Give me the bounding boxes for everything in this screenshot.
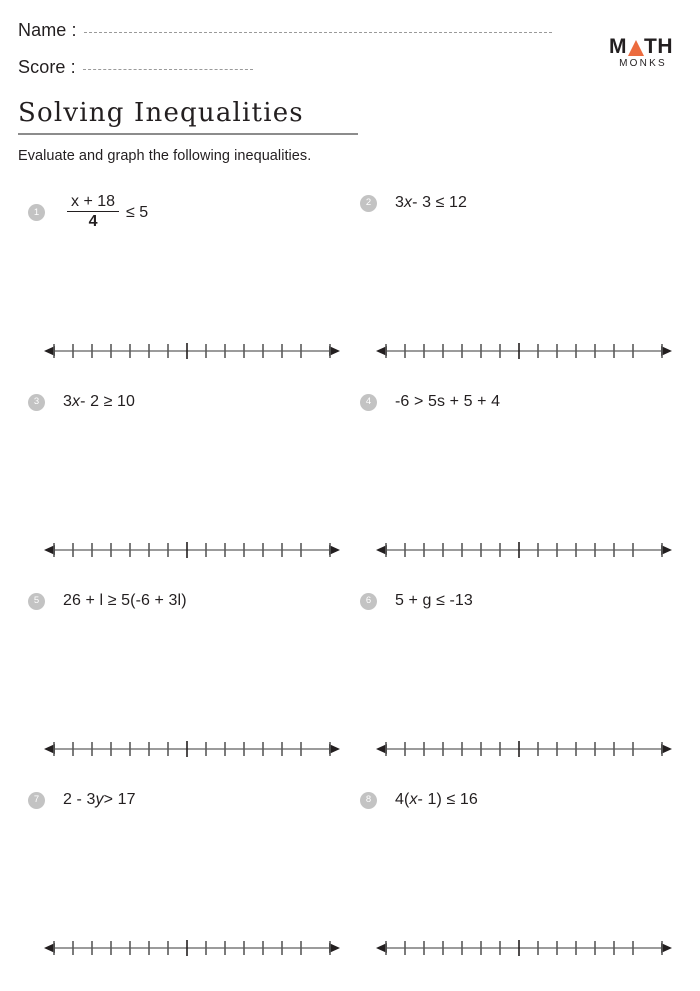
instructions-text: Evaluate and graph the following inequalities. [18, 148, 312, 164]
fraction-numerator [67, 193, 119, 211]
number-line-8[interactable] [374, 937, 674, 959]
problem-cell-3 [28, 381, 358, 580]
number-line-graphic [42, 738, 342, 760]
problem-cell-7 [28, 779, 358, 978]
problem-number-badge: 4 [360, 394, 377, 411]
problem-number-badge: 8 [360, 792, 377, 809]
number-line-graphic [42, 340, 342, 362]
problem-7-expression [63, 791, 136, 809]
numerator-rest: + 18 [79, 193, 116, 210]
score-label: Score : [18, 57, 76, 77]
problem-4-expression [395, 393, 500, 411]
number-line-4[interactable] [374, 539, 674, 561]
number-line-graphic [374, 738, 674, 760]
problem-row [0, 779, 700, 978]
problem-number-badge: 5 [28, 593, 45, 610]
expr-variable: y [95, 791, 104, 808]
number-line-7[interactable] [42, 937, 342, 959]
name-label: Name : [18, 20, 77, 40]
problem-2-header [360, 194, 467, 212]
number-line-graphic [374, 340, 674, 362]
problem-7-header [28, 791, 136, 809]
expr-prefix: 4( [395, 791, 410, 808]
problem-3-header [28, 393, 135, 411]
name-field-row [18, 20, 552, 41]
number-line-graphic [374, 937, 674, 959]
expr-prefix: 3 [63, 393, 72, 410]
expr-prefix: 3 [395, 194, 404, 211]
problem-row [0, 580, 700, 779]
expr-prefix: -6 > 5s + 5 + 4 [395, 393, 501, 410]
problem-cell-1 [28, 182, 358, 381]
problem-cell-2 [360, 182, 690, 381]
problem-3-expression [63, 393, 135, 411]
score-field-row [18, 57, 253, 78]
score-input-line[interactable] [83, 69, 253, 70]
expr-suffix: - 1) ≤ 16 [417, 791, 478, 808]
expr-prefix: 5 + g ≤ -13 [395, 592, 473, 609]
logo-wordmark [598, 36, 684, 57]
math-monks-logo [598, 36, 684, 69]
problem-number-badge: 6 [360, 593, 377, 610]
name-input-line[interactable] [84, 32, 552, 33]
problem-5-header [28, 592, 187, 610]
number-line-graphic [42, 937, 342, 959]
number-line-graphic [374, 539, 674, 561]
logo-letter-m: M [609, 35, 627, 58]
problem-cell-4 [360, 381, 690, 580]
number-line-graphic [42, 539, 342, 561]
problem-row [0, 182, 700, 381]
problem-number-badge: 2 [360, 195, 377, 212]
number-line-5[interactable] [42, 738, 342, 760]
problem-number-badge: 1 [28, 204, 45, 221]
number-line-2[interactable] [374, 340, 674, 362]
problem-5-expression [63, 592, 187, 610]
numerator-variable: x [71, 193, 79, 210]
expr-prefix: 26 + l ≥ 5(-6 + 3l) [63, 592, 187, 609]
problem-8-header [360, 791, 478, 809]
expr-suffix: > 17 [103, 791, 136, 808]
problem-6-expression [395, 592, 473, 610]
fraction [67, 193, 119, 230]
problem-4-header [360, 393, 500, 411]
problem-1-relation: ≤ 5 [126, 203, 149, 221]
logo-letters-th: TH [644, 35, 673, 58]
logo-subtext: MONKS [619, 58, 667, 69]
logo-triangle-icon [628, 40, 644, 56]
title-underline [18, 133, 358, 135]
number-line-3[interactable] [42, 539, 342, 561]
expr-variable: x [72, 393, 81, 410]
problem-number-badge: 3 [28, 394, 45, 411]
problem-cell-5 [28, 580, 358, 779]
problem-row [0, 381, 700, 580]
worksheet-header [0, 0, 700, 92]
title-block [18, 97, 418, 135]
expr-prefix: 2 - 3 [63, 791, 96, 808]
problem-cell-6 [360, 580, 690, 779]
problem-1-header [28, 194, 148, 231]
problem-cell-8 [360, 779, 690, 978]
problem-1-expression [67, 194, 148, 231]
expr-suffix: - 3 ≤ 12 [412, 194, 468, 211]
page-title: Solving Inequalities [18, 98, 304, 128]
problem-2-expression [395, 194, 467, 212]
expr-variable: x [404, 194, 413, 211]
expr-variable: x [409, 791, 418, 808]
number-line-1[interactable] [42, 340, 342, 362]
expr-suffix: - 2 ≥ 10 [80, 393, 136, 410]
problem-6-header [360, 592, 473, 610]
number-line-6[interactable] [374, 738, 674, 760]
fraction-denominator: 4 [88, 213, 98, 231]
problem-grid [0, 182, 700, 978]
problem-8-expression [395, 791, 478, 809]
problem-number-badge: 7 [28, 792, 45, 809]
